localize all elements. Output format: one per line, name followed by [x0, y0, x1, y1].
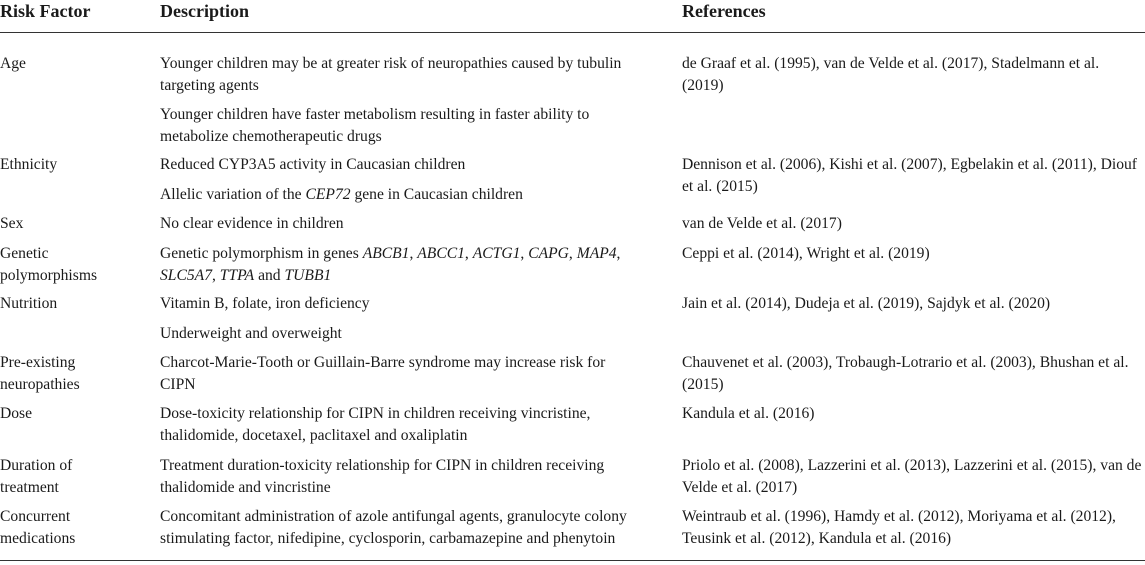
row-duration-references [682, 455, 1145, 499]
reference-line: (2015) [682, 376, 724, 393]
description-line: Dose-toxicity relationship for CIPN in children receiving vincristine, [160, 405, 591, 422]
factor-line: Nutrition [0, 295, 58, 312]
factor-line: treatment [0, 479, 59, 496]
reference-line: Weintraub et al. (1996), Hamdy et al. (2012), Moriyama et al. (2012), [682, 508, 1116, 525]
factor-line: Genetic [0, 245, 49, 262]
description-line: targeting agents [160, 77, 259, 94]
reference-line: Jain et al. (2014), Dudeja et al. (2019), Sajdyk et al. (2020) [682, 295, 1051, 312]
row-nutrition-references [682, 293, 1145, 315]
description-line: Vitamin B, folate, iron deficiency [160, 295, 370, 312]
row-ethnicity-description-2 [160, 184, 665, 206]
row-duration-description [160, 455, 665, 499]
row-sex-factor [0, 213, 145, 235]
row-age-references [682, 53, 1145, 97]
description-line: Younger children may be at greater risk of neuropathies caused by tubulin [160, 55, 622, 72]
row-age-description-1 [160, 53, 665, 97]
description-line: SLC5A7, TTPA and TUBB1 [160, 267, 332, 284]
header-rule [0, 32, 1145, 33]
factor-line: Ethnicity [0, 156, 58, 173]
row-ethnicity-description-1 [160, 154, 665, 176]
factor-line: Sex [0, 215, 24, 232]
row-genetic-description [160, 243, 665, 287]
row-sex-description [160, 213, 665, 235]
description-line: metabolize chemotherapeutic drugs [160, 128, 382, 145]
reference-line: de Graaf et al. (1995), van de Velde et al. (2017), Stadelmann et al. [682, 55, 1100, 72]
description-line: Concomitant administration of azole antifungal agents, granulocyte colony [160, 508, 627, 525]
description-line: Younger children have faster metabolism resulting in faster ability to [160, 106, 590, 123]
row-nutrition-factor [0, 293, 145, 315]
factor-line: Dose [0, 405, 33, 422]
description-line: Reduced CYP3A5 activity in Caucasian children [160, 156, 466, 173]
description-line: thalidomide, docetaxel, paclitaxel and oxaliplatin [160, 427, 468, 444]
factor-line: neuropathies [0, 376, 80, 393]
description-line: CIPN [160, 376, 196, 393]
header-risk-factor: Risk Factor [0, 1, 91, 21]
description-line: thalidomide and vincristine [160, 479, 331, 496]
reference-line: Kandula et al. (2016) [682, 405, 815, 422]
description-line: Treatment duration-toxicity relationship for CIPN in children receiving [160, 457, 605, 474]
row-genetic-references [682, 243, 1145, 265]
row-genetic-factor [0, 243, 145, 287]
reference-line: Chauvenet et al. (2003), Trobaugh-Lotrario et al. (2003), Bhushan et al. [682, 354, 1129, 371]
row-dose-description [160, 403, 665, 447]
factor-line: polymorphisms [0, 267, 98, 284]
table-bottom-rule [0, 560, 1145, 561]
table-header [0, 0, 1145, 33]
row-concurrent-description [160, 506, 665, 550]
reference-line: Teusink et al. (2012), Kandula et al. (2016) [682, 530, 952, 547]
reference-line: Velde et al. (2017) [682, 479, 798, 496]
reference-line: Ceppi et al. (2014), Wright et al. (2019) [682, 245, 930, 262]
row-preexisting-description [160, 352, 665, 396]
factor-line: medications [0, 530, 76, 547]
row-nutrition-description-2 [160, 323, 665, 345]
row-age-factor [0, 53, 145, 75]
header-description: Description [160, 1, 249, 21]
row-concurrent-references [682, 506, 1145, 550]
factor-line: Duration of [0, 457, 73, 474]
reference-line: et al. (2015) [682, 178, 758, 195]
row-preexisting-factor [0, 352, 145, 396]
row-sex-references [682, 213, 1145, 235]
header-references: References [682, 1, 766, 21]
reference-line: Priolo et al. (2008), Lazzerini et al. (2013), Lazzerini et al. (2015), van de [682, 457, 1142, 474]
description-line: Charcot-Marie-Tooth or Guillain-Barre syndrome may increase risk for [160, 354, 606, 371]
row-duration-factor [0, 455, 145, 499]
row-nutrition-description-1 [160, 293, 665, 315]
factor-line: Concurrent [0, 508, 71, 525]
description-line: No clear evidence in children [160, 215, 344, 232]
row-ethnicity-references [682, 154, 1145, 198]
description-line: Underweight and overweight [160, 325, 342, 342]
row-ethnicity-factor [0, 154, 145, 176]
row-dose-factor [0, 403, 145, 425]
description-line: stimulating factor, nifedipine, cyclosporin, carbamazepine and phenytoin [160, 530, 616, 547]
row-concurrent-factor [0, 506, 145, 550]
reference-line: Dennison et al. (2006), Kishi et al. (2007), Egbelakin et al. (2011), Diouf [682, 156, 1137, 173]
description-line: Allelic variation of the CEP72 gene in Caucasian children [160, 186, 523, 203]
factor-line: Pre-existing [0, 354, 76, 371]
reference-line: van de Velde et al. (2017) [682, 215, 842, 232]
row-age-description-2 [160, 104, 665, 148]
row-preexisting-references [682, 352, 1145, 396]
reference-line: (2019) [682, 77, 724, 94]
description-line: Genetic polymorphism in genes ABCB1, ABCC1, ACTG1, CAPG, MAP4, [160, 245, 621, 262]
factor-line: Age [0, 55, 26, 72]
row-dose-references [682, 403, 1145, 425]
